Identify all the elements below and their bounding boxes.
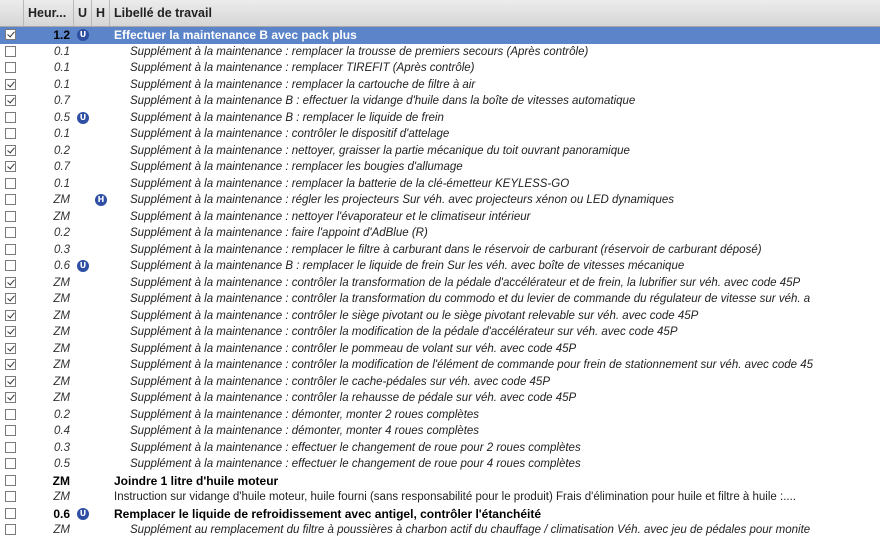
row-checkbox[interactable] <box>5 376 16 387</box>
row-checkbox-cell <box>0 77 24 94</box>
row-hours: ZM <box>53 392 70 404</box>
row-checkbox-cell <box>0 390 24 407</box>
row-u-cell <box>74 159 92 176</box>
table-row[interactable] <box>0 126 880 143</box>
row-hours: 0.1 <box>54 128 70 140</box>
row-checkbox[interactable] <box>5 79 16 90</box>
row-label: Effectuer la maintenance B avec pack plus <box>114 28 357 42</box>
row-label: Supplément à la maintenance : remplacer TIREFIT (Après contrôle) <box>130 62 475 74</box>
row-checkbox-cell <box>0 407 24 424</box>
row-checkbox[interactable] <box>5 112 16 123</box>
row-u-cell <box>74 143 92 160</box>
table-row[interactable] <box>0 291 880 308</box>
row-u-cell <box>74 374 92 391</box>
row-u-cell <box>74 93 92 110</box>
row-checkbox-cell <box>0 242 24 259</box>
row-h-cell <box>92 192 110 209</box>
row-checkbox-cell <box>0 489 24 506</box>
row-checkbox-cell <box>0 93 24 110</box>
row-u-cell <box>74 357 92 374</box>
table-row[interactable] <box>0 308 880 325</box>
row-h-cell <box>92 126 110 143</box>
table-row[interactable] <box>0 489 880 506</box>
row-hours: ZM <box>53 194 70 206</box>
row-hours: 0.1 <box>54 177 70 190</box>
row-hours: 0.5 <box>54 458 70 470</box>
row-u-cell <box>74 308 92 325</box>
row-u-cell <box>74 192 92 209</box>
row-hours: 0.2 <box>54 144 70 157</box>
row-checkbox-cell <box>0 126 24 143</box>
table-row[interactable] <box>0 44 880 61</box>
row-h-cell <box>92 407 110 424</box>
row-hours: ZM <box>53 309 70 322</box>
row-h-cell <box>92 308 110 325</box>
row-h-cell <box>92 506 110 523</box>
row-checkbox-cell <box>0 423 24 440</box>
table-row[interactable] <box>0 440 880 457</box>
row-h-cell <box>92 324 110 341</box>
row-u-cell <box>74 242 92 259</box>
row-hours: 0.6 <box>53 506 70 521</box>
row-h-cell <box>92 357 110 374</box>
row-hours: ZM <box>53 293 70 305</box>
row-h-cell <box>92 489 110 506</box>
row-checkbox[interactable] <box>5 178 16 189</box>
row-checkbox-cell <box>0 143 24 160</box>
row-checkbox-cell <box>0 308 24 325</box>
row-label: Instruction sur vidange d'huile moteur, huile fourni (sans responsabilité pour le produit) Frais d'élimination pour huile et filtre à huile :.... <box>114 491 796 503</box>
row-u-cell <box>74 440 92 457</box>
table-row[interactable] <box>0 423 880 440</box>
row-u-cell <box>74 390 92 407</box>
row-h-cell <box>92 60 110 77</box>
col-header-label[interactable]: Libellé de travail <box>114 6 212 20</box>
table-row[interactable] <box>0 192 880 209</box>
row-checkbox[interactable] <box>5 409 16 420</box>
row-checkbox[interactable] <box>5 161 16 172</box>
row-u-cell <box>74 258 92 275</box>
row-checkbox[interactable] <box>5 359 16 370</box>
row-checkbox[interactable] <box>5 62 16 73</box>
row-hours: 1.2 <box>53 28 70 42</box>
row-hours: ZM <box>53 375 70 388</box>
row-h-cell <box>92 440 110 457</box>
row-u-cell <box>74 176 92 193</box>
row-label: Supplément à la maintenance : contrôler la transformation du commodo et du levier de commande du régulateur de vitesse sur véh. a <box>130 293 811 305</box>
row-h-cell <box>92 242 110 259</box>
row-h-cell <box>92 473 110 490</box>
row-checkbox[interactable] <box>5 46 16 57</box>
row-u-cell <box>74 110 92 127</box>
row-checkbox-cell <box>0 341 24 358</box>
row-checkbox-cell <box>0 506 24 523</box>
table-row[interactable] <box>0 225 880 242</box>
row-label: Supplément à la maintenance : démonter, monter 2 roues complètes <box>130 408 480 421</box>
col-header-h[interactable]: H <box>92 0 110 26</box>
row-checkbox[interactable] <box>5 194 16 205</box>
u-badge-icon: U <box>77 260 89 272</box>
row-checkbox-cell <box>0 60 24 77</box>
row-checkbox-cell <box>0 176 24 193</box>
row-h-cell <box>92 143 110 160</box>
row-h-cell <box>92 456 110 473</box>
row-label: Supplément à la maintenance : remplacer la cartouche de filtre à air <box>130 78 476 91</box>
row-hours: 0.3 <box>54 441 70 454</box>
row-hours: ZM <box>53 491 70 503</box>
table-row[interactable] <box>0 456 880 473</box>
row-h-cell <box>92 27 110 44</box>
row-u-cell <box>74 275 92 292</box>
row-checkbox-cell <box>0 110 24 127</box>
table-row[interactable] <box>0 275 880 292</box>
row-label: Supplément à la maintenance : effectuer le changement de roue pour 4 roues complètes <box>130 458 581 470</box>
row-label: Supplément à la maintenance B : effectuer la vidange d'huile dans la boîte de vitesses automatique <box>130 95 636 107</box>
row-hours: 0.1 <box>54 78 70 91</box>
row-label: Supplément à la maintenance : remplacer les bougies d'allumage <box>130 161 463 173</box>
table-row[interactable] <box>0 60 880 77</box>
row-hours: ZM <box>53 524 70 536</box>
row-checkbox-cell <box>0 209 24 226</box>
row-h-cell <box>92 159 110 176</box>
row-checkbox-cell <box>0 192 24 209</box>
row-hours: ZM <box>52 473 70 488</box>
row-h-cell <box>92 291 110 308</box>
row-checkbox[interactable] <box>5 524 16 535</box>
row-u-cell <box>74 291 92 308</box>
row-label: Supplément à la maintenance : remplacer la trousse de premiers secours (Après contrôle) <box>130 45 589 58</box>
row-u-cell <box>74 341 92 358</box>
row-checkbox[interactable] <box>5 145 16 156</box>
row-u-cell <box>74 423 92 440</box>
row-u-cell <box>74 407 92 424</box>
row-hours: 0.7 <box>54 161 70 173</box>
row-h-cell <box>92 390 110 407</box>
table-row[interactable] <box>0 159 880 176</box>
row-u-cell <box>74 77 92 94</box>
row-label: Supplément à la maintenance : contrôler le dispositif d'attelage <box>130 128 450 140</box>
row-h-cell <box>92 176 110 193</box>
row-checkbox[interactable] <box>5 508 16 519</box>
row-h-cell <box>92 209 110 226</box>
row-label: Supplément à la maintenance B : remplacer le liquide de frein Sur les véh. avec boîte de vitesses mécanique <box>130 260 685 272</box>
row-hours: 0.4 <box>54 425 70 437</box>
row-u-cell <box>74 324 92 341</box>
row-checkbox-cell <box>0 473 24 490</box>
row-h-cell <box>92 77 110 94</box>
h-badge-icon: H <box>95 194 107 206</box>
table-row[interactable] <box>0 390 880 407</box>
row-u-cell <box>74 27 92 44</box>
row-checkbox[interactable] <box>5 277 16 288</box>
table-row[interactable] <box>0 407 880 424</box>
table-row[interactable] <box>0 357 880 374</box>
row-checkbox[interactable] <box>5 343 16 354</box>
row-label: Supplément à la maintenance : contrôler le cache-pédales sur véh. avec code 45P <box>130 375 551 388</box>
table-row[interactable] <box>0 522 880 539</box>
row-checkbox[interactable] <box>5 244 16 255</box>
row-label: Supplément à la maintenance : remplacer la batterie de la clé-émetteur KEYLESS-GO <box>130 177 570 190</box>
row-h-cell <box>92 341 110 358</box>
table-row[interactable] <box>0 93 880 110</box>
table-row[interactable] <box>0 209 880 226</box>
row-checkbox[interactable] <box>5 260 16 271</box>
row-checkbox-cell <box>0 275 24 292</box>
row-checkbox[interactable] <box>5 425 16 436</box>
row-h-cell <box>92 275 110 292</box>
table-row[interactable] <box>0 258 880 275</box>
row-hours: 0.1 <box>54 62 70 74</box>
row-label: Supplément au remplacement du filtre à poussières à charbon actif du chauffage / climatisation Véh. avec jeu de pédales pour monite <box>130 524 811 536</box>
row-hours: 0.2 <box>54 227 70 239</box>
row-checkbox[interactable] <box>5 491 16 502</box>
row-checkbox-cell <box>0 440 24 457</box>
row-checkbox[interactable] <box>5 326 16 337</box>
row-checkbox-cell <box>0 357 24 374</box>
row-u-cell <box>74 456 92 473</box>
row-hours: ZM <box>53 342 70 355</box>
row-label: Supplément à la maintenance : contrôler la transformation de la pédale d'accélérateur et de frein, la lubrifier sur véh. avec code 45P <box>130 276 801 289</box>
row-u-cell <box>74 489 92 506</box>
u-badge-icon: U <box>77 29 89 41</box>
table-row[interactable] <box>0 176 880 193</box>
table-row[interactable] <box>0 473 880 490</box>
row-checkbox-cell <box>0 159 24 176</box>
table-row[interactable] <box>0 324 880 341</box>
u-badge-icon: U <box>77 112 89 124</box>
row-checkbox[interactable] <box>5 458 16 469</box>
row-hours: 0.5 <box>54 111 70 124</box>
row-hours: 0.1 <box>54 45 70 58</box>
row-checkbox[interactable] <box>5 392 16 403</box>
row-label: Supplément à la maintenance : régler les projecteurs Sur véh. avec projecteurs xénon ou LED dynamiques <box>130 194 674 206</box>
row-checkbox[interactable] <box>5 29 16 40</box>
row-h-cell <box>92 225 110 242</box>
row-checkbox[interactable] <box>5 128 16 139</box>
row-checkbox[interactable] <box>5 442 16 453</box>
row-h-cell <box>92 110 110 127</box>
col-header-hours[interactable]: Heur... <box>24 0 74 26</box>
row-hours: ZM <box>53 276 70 289</box>
row-checkbox-cell <box>0 44 24 61</box>
table-row[interactable] <box>0 506 880 523</box>
row-hours: ZM <box>53 359 70 371</box>
row-hours: ZM <box>53 326 70 338</box>
row-u-cell <box>74 126 92 143</box>
row-label: Remplacer le liquide de refroidissement avec antigel, contrôler l'étanchéité <box>114 506 541 521</box>
row-label: Supplément à la maintenance : remplacer le filtre à carburant dans le réservoir de carburant (réservoir de carburant déposé) <box>130 243 762 256</box>
row-u-cell <box>74 60 92 77</box>
row-label: Supplément à la maintenance : démonter, monter 4 roues complètes <box>130 425 480 437</box>
row-label: Supplément à la maintenance : effectuer le changement de roue pour 2 roues complètes <box>130 441 581 454</box>
row-hours: ZM <box>53 210 70 223</box>
row-checkbox[interactable] <box>5 227 16 238</box>
row-checkbox[interactable] <box>5 211 16 222</box>
row-u-cell <box>74 225 92 242</box>
row-u-cell <box>74 522 92 539</box>
row-label: Supplément à la maintenance : faire l'appoint d'AdBlue (R) <box>130 227 428 239</box>
row-h-cell <box>92 93 110 110</box>
row-checkbox[interactable] <box>5 310 16 321</box>
table-row[interactable] <box>0 143 880 160</box>
row-label: Supplément à la maintenance : contrôler la modification de la pédale d'accélérateur sur véh. avec code 45P <box>130 326 678 338</box>
row-checkbox-cell <box>0 27 24 44</box>
row-label: Joindre 1 litre d'huile moteur <box>114 473 279 488</box>
table-row[interactable] <box>0 77 880 94</box>
row-hours: 0.2 <box>54 408 70 421</box>
row-checkbox-cell <box>0 324 24 341</box>
row-label: Supplément à la maintenance : contrôler le siège pivotant ou le siège pivotant relevable sur véh. avec code 45P <box>130 309 699 322</box>
row-checkbox-cell <box>0 291 24 308</box>
row-h-cell <box>92 44 110 61</box>
row-h-cell <box>92 522 110 539</box>
row-label: Supplément à la maintenance : contrôler le pommeau de volant sur véh. avec code 45P <box>130 342 577 355</box>
row-hours: 0.7 <box>54 95 70 107</box>
row-checkbox-cell <box>0 522 24 539</box>
row-u-cell <box>74 209 92 226</box>
grid-header <box>0 0 880 27</box>
row-checkbox-cell <box>0 225 24 242</box>
row-checkbox[interactable] <box>5 293 16 304</box>
table-row[interactable] <box>0 110 880 127</box>
row-h-cell <box>92 423 110 440</box>
row-checkbox[interactable] <box>5 475 16 486</box>
table-row[interactable] <box>0 374 880 391</box>
row-u-cell <box>74 44 92 61</box>
row-u-cell <box>74 506 92 523</box>
row-label: Supplément à la maintenance : contrôler la modification de l'élément de commande pour frein de stationnement sur véh. avec code 45 <box>130 359 814 371</box>
row-checkbox-cell <box>0 374 24 391</box>
row-checkbox[interactable] <box>5 95 16 106</box>
row-label: Supplément à la maintenance : contrôler la rehausse de pédale sur véh. avec code 45P <box>130 392 577 404</box>
row-checkbox-cell <box>0 456 24 473</box>
table-row[interactable] <box>0 27 880 44</box>
row-hours: 0.6 <box>54 260 70 272</box>
row-h-cell <box>92 374 110 391</box>
row-label: Supplément à la maintenance : nettoyer l'évaporateur et le climatiseur intérieur <box>130 210 531 223</box>
table-row[interactable] <box>0 242 880 259</box>
u-badge-icon: U <box>77 508 89 520</box>
row-u-cell <box>74 473 92 490</box>
col-header-u[interactable]: U <box>74 0 92 26</box>
row-hours: 0.3 <box>54 243 70 256</box>
row-label: Supplément à la maintenance B : remplacer le liquide de frein <box>130 111 444 124</box>
row-checkbox-cell <box>0 258 24 275</box>
row-h-cell <box>92 258 110 275</box>
col-header-check[interactable] <box>0 0 24 26</box>
table-row[interactable] <box>0 341 880 358</box>
row-label: Supplément à la maintenance : nettoyer, graisser la partie mécanique du toit ouvrant panoramique <box>130 144 630 157</box>
